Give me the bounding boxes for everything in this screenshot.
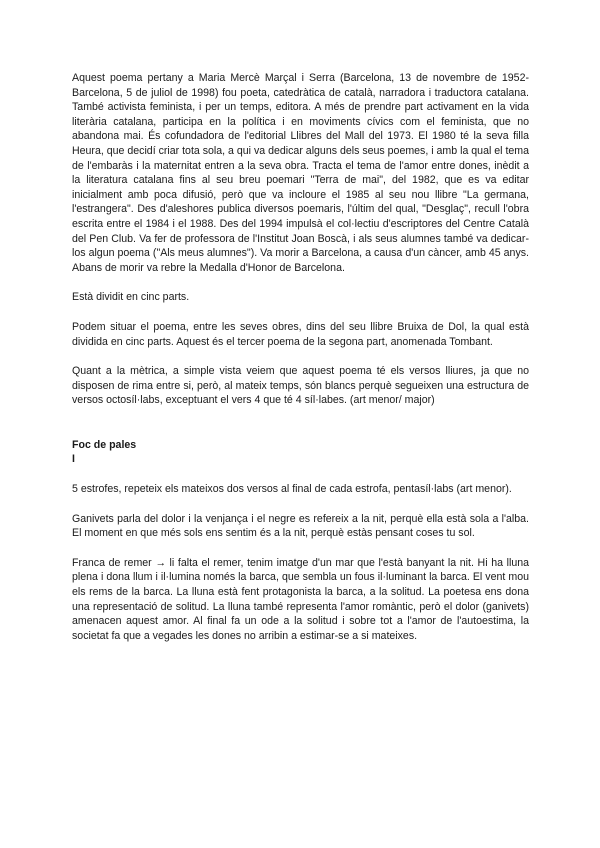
paragraph-metrics: Quant a la mètrica, a simple vista veiem que aquest poema té els versos lliures, ja que no disposen de rima entre si, però, al mateix temps, són blancs perquè segueixen una estructura de versos octosíl·labs, exceptuant el vers 4 que té 4 síl·labes. (art menor/ major) — [72, 365, 529, 407]
paragraph-parts: Està dividit en cinc parts. — [72, 291, 190, 304]
paragraph-situate: Podem situar el poema, entre les seves obres, dins del seu llibre Bruixa de Dol, la qual està dividida en cinc parts. Aquest és el tercer poema de la segona part, anomenada Tombant. — [72, 320, 529, 348]
paragraph-franca: Franca de remer → li falta el remer, tenim imatge d'un mar que l'està banyant la nit. Hi ha lluna plena i dona llum i il·lumina només la barca, que sembla un fous il·luminant la barca. El vent mou els rems de la barca. La lluna està fent protagonista la barca, a la solitud. La poetesa ens dona una representació de solitud. La lluna també representa l'amor romàntic, però el dolor (ganivets) amenacen aquest amor. Al final fa un ode a la solitud i sobre tot a l'amor de l'autoestima, la societat fa que a vegades les dones no arribin a estimar-se a si mateixes. — [72, 556, 529, 642]
section-numeral: I — [72, 453, 75, 466]
poem-title: Foc de pales — [72, 438, 137, 451]
paragraph-stanzas: 5 estrofes, repeteix els mateixos dos versos al final de cada estrofa, pentasíl·labs (art menor). — [72, 483, 512, 496]
paragraph-ganivets: Ganivets parla del dolor i la venjança i el negre es refereix a la nit, perquè ella està sola a l'alba. El moment en que més sols ens sentim és a la nit, perquè estàs pensant coses tu sol. — [72, 512, 529, 540]
paragraph-biography: Aquest poema pertany a Maria Mercè Marçal i Serra (Barcelona, 13 de novembre de 1952-Barcelona, 5 de juliol de 1998) fou poeta, catedràtica de català, narradora i traductora catalana. També activista feminista, i per un temps, editora. A més de prendre part activament en la vida literària catalana, participa en la política i en moviments cívics com el feminista, que no abandona mai. És cofundadora de l'editorial Llibres del Mall del 1973. El 1980 té la seva filla Heura, que decidí criar tota sola, a qui va dedicar alguns dels seus poemes, i amb la qual el tema de l'embaràs i la maternitat entren a la seva obra. Tracta el tema de l'amor entre dones, inèdit a la literatura catalana fins al seu breu poemari "Terra de mai", del 1982, que es va editar inicialment amb poca difusió, però que va incloure el 1985 al seu nou llibre "La germana, l'estrangera". Des d'aleshores publica diversos poemaris, l'últim del qual, "Desglaç", recull l'obra escrita entre el 1984 i el 1988. Des del 1994 impulsà el col·lectiu d'escriptores del Centre Català del Pen Club. Va fer de professora de l'Institut Joan Boscà, i als seus alumnes també va dedicar-los algun poema ("Als meus alumnes"). Va morir a Barcelona, a causa d'un càncer, amb 45 anys. Abans de morir va rebre la Medalla d'Honor de Barcelona. — [72, 72, 529, 274]
spacer — [72, 423, 529, 438]
